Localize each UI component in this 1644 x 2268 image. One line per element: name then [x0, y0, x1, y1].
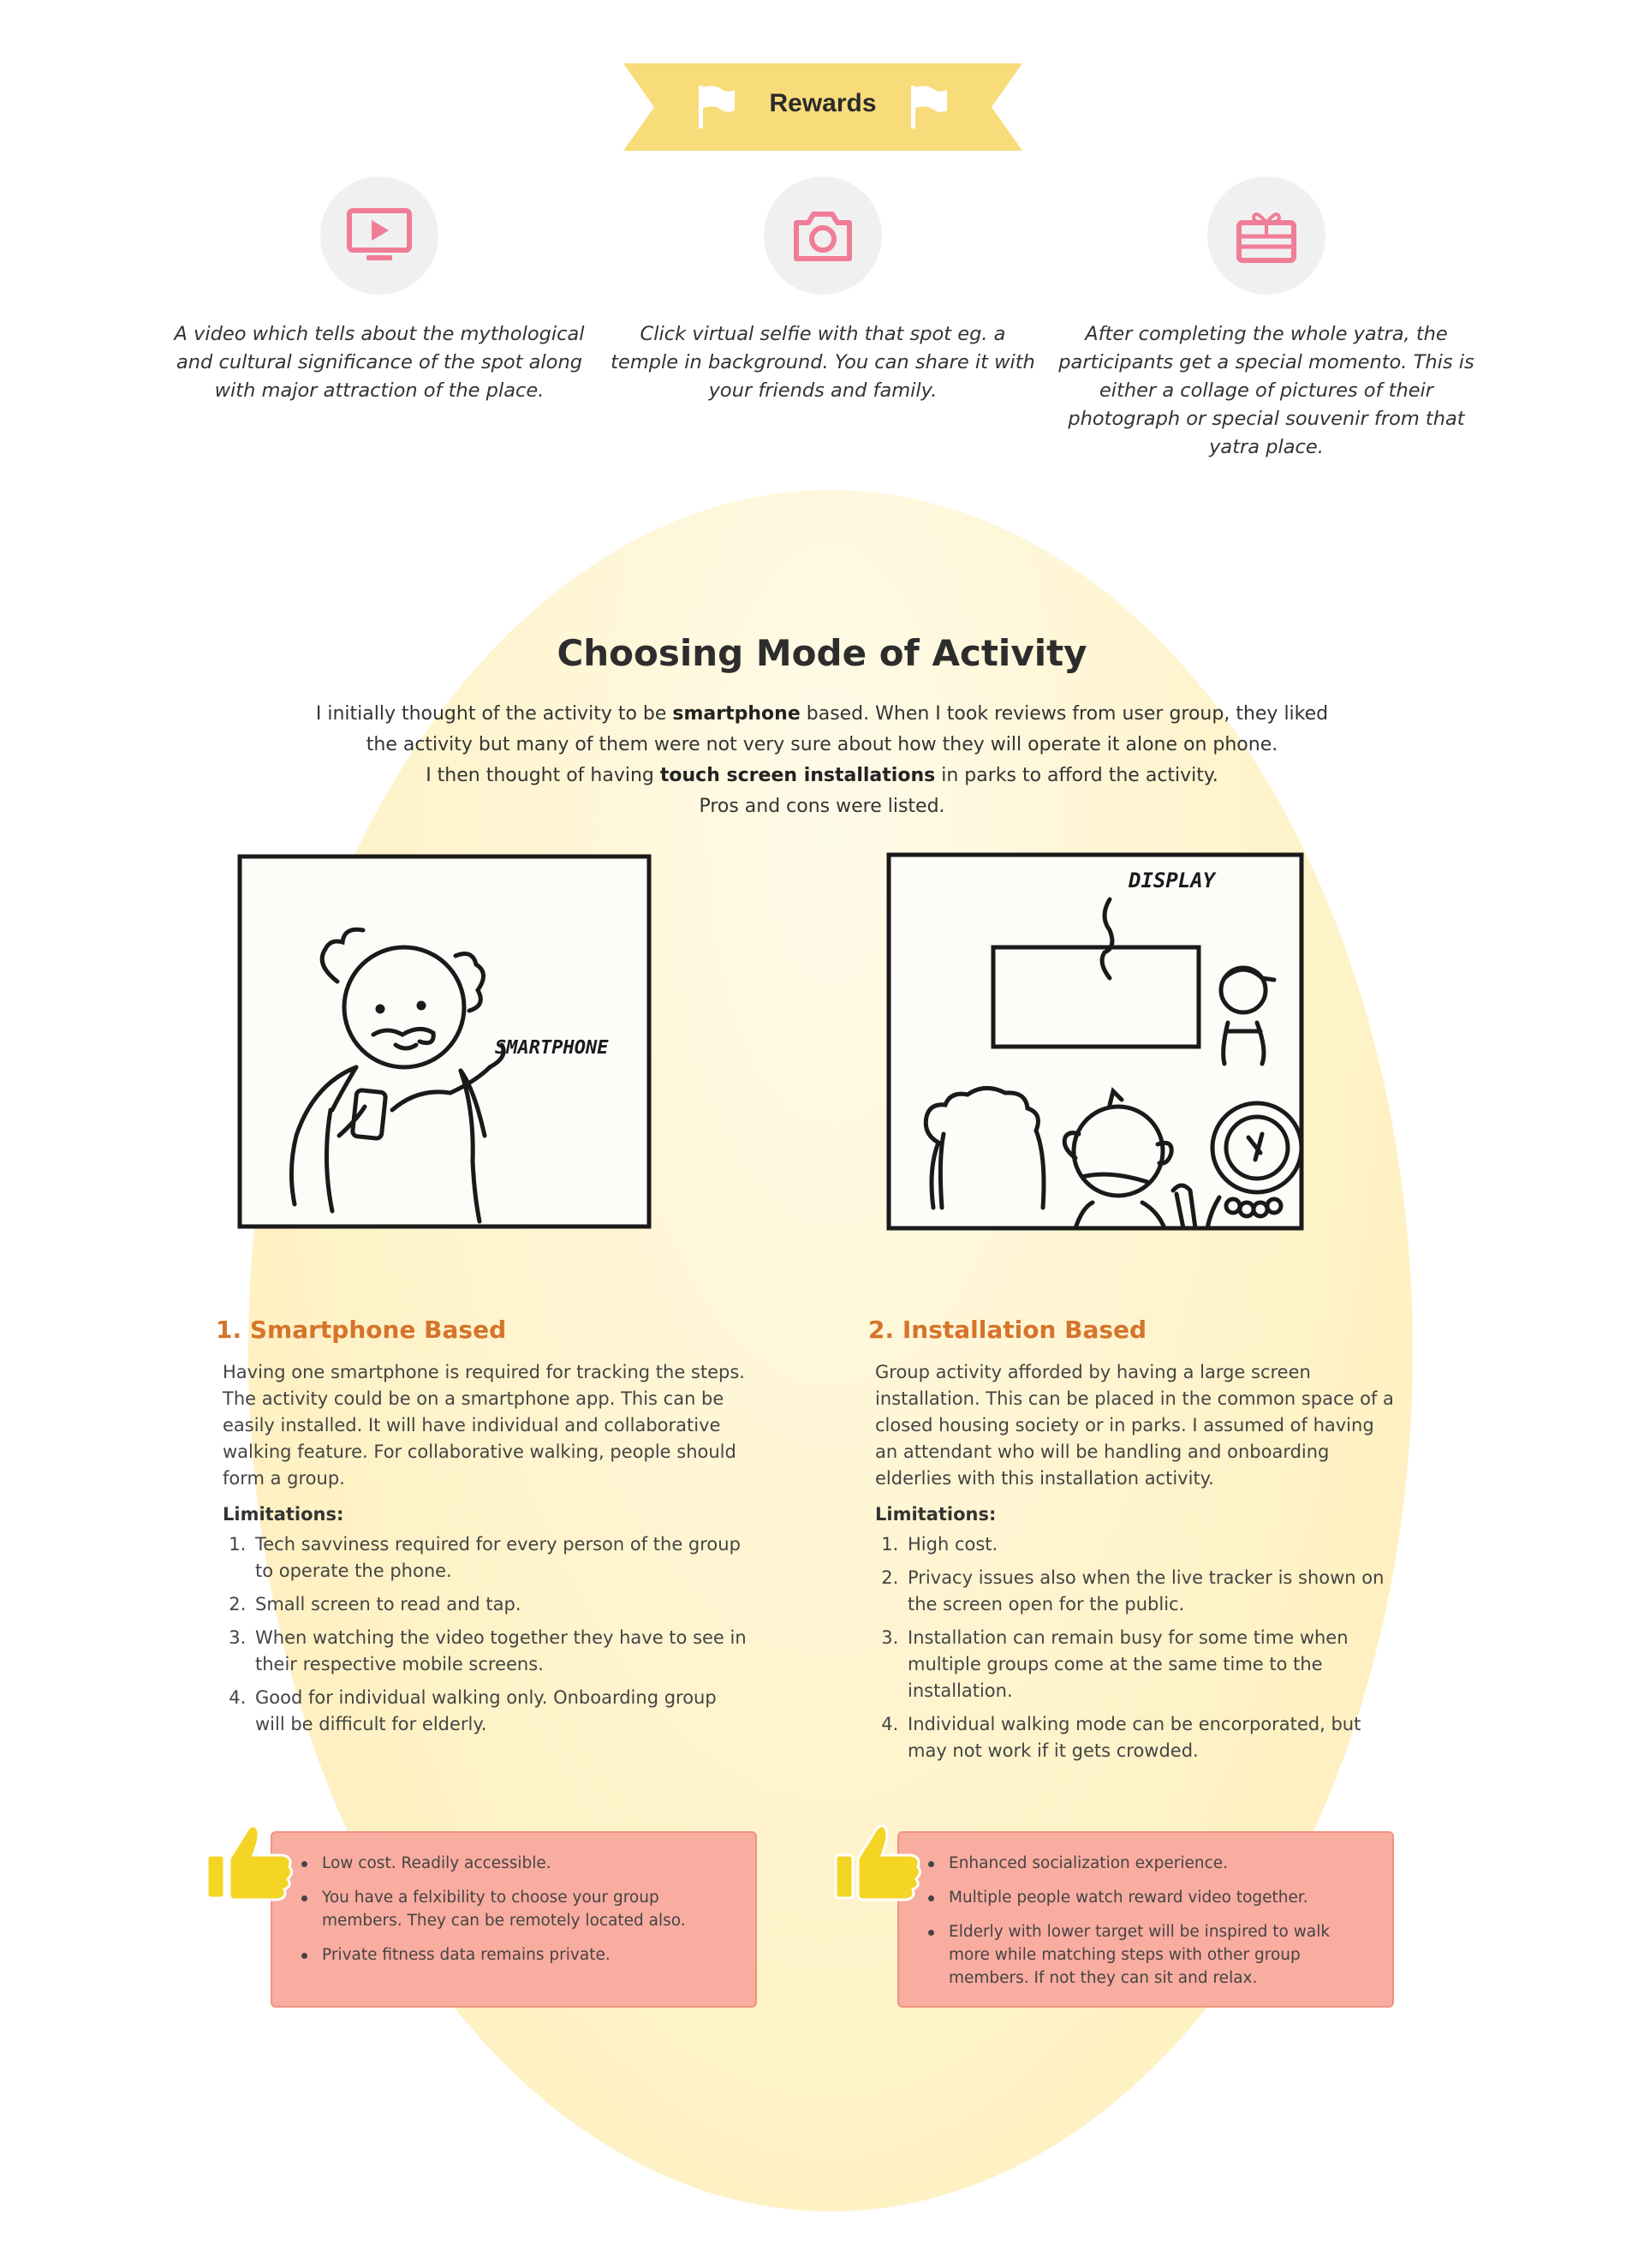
list-item: 2. Small screen to read and tap.	[252, 1591, 747, 1618]
column-smartphone	[216, 1316, 747, 1745]
list-item: Multiple people watch reward video together.	[926, 1886, 1372, 1909]
list-item: Private fitness data remains private.	[300, 1943, 735, 1967]
list-item: Elderly with lower target will be inspired to walk more while matching steps with other group members. If not they can sit and relax.	[926, 1920, 1372, 1990]
section-intro	[308, 699, 1336, 822]
list-item: 1. High cost.	[904, 1531, 1399, 1558]
display-label: DISPLAY	[1129, 868, 1216, 892]
list-item: Low cost. Readily accessible.	[300, 1852, 735, 1875]
column-body: Having one smartphone is required for tracking the steps. The activity could be on a smartphone app. This can be easily installed. It will have individual and collaborative walking feature. For collaborative walking, people should form a group.	[223, 1362, 745, 1489]
smartphone-sketch	[236, 853, 652, 1233]
list-item: 1. Tech savviness required for every person of the group to operate the phone.	[252, 1531, 747, 1585]
camera-icon	[764, 176, 882, 295]
reward-item-video	[161, 176, 598, 405]
intro-line: I initially thought of the activity to be smartphone based. When I took reviews from user group, they liked the activity but many of them were not very sure about how they will operate it alone on phone.	[315, 703, 1329, 755]
column-heading: 2. Installation Based	[868, 1316, 1147, 1344]
column-body: Group activity afforded by having a large screen installation. This can be placed in the common space of a closed housing society or in parks. I assumed of having an attendant who will be handling and onboarding elderlies with this installation activity.	[875, 1362, 1394, 1489]
banner-title: Rewards	[769, 89, 877, 117]
list-item: 2. Privacy issues also when the live tracker is shown on the screen open for the public.	[904, 1565, 1399, 1618]
list-item: Enhanced socialization experience.	[926, 1852, 1372, 1875]
reward-description: A video which tells about the mythological and cultural significance of the spot along with major attraction of the place.	[174, 323, 585, 402]
video-play-icon	[320, 176, 438, 295]
thumbs-up-icon	[202, 1821, 298, 1907]
reward-description: After completing the whole yatra, the participants get a special momento. This is either a collage of pictures of their photograph or special souvenir from that yatra place.	[1058, 323, 1474, 458]
pros-box-installation	[897, 1831, 1394, 2008]
list-item: 3. Installation can remain busy for some time when multiple groups come at the same time to the installation.	[904, 1625, 1399, 1704]
limitations-list	[216, 1531, 747, 1738]
limitations-list	[868, 1531, 1399, 1764]
pros-box-smartphone	[271, 1831, 757, 2008]
reward-item-selfie	[605, 176, 1041, 405]
list-item: 4. Individual walking mode can be encorporated, but may not work if it gets crowded.	[904, 1711, 1399, 1764]
reward-item-momento	[1048, 176, 1485, 462]
list-item: You have a felxibility to choose your group members. They can be remotely located also.	[300, 1886, 735, 1932]
thumbs-up-icon	[831, 1821, 926, 1907]
intro-line: I then thought of having touch screen installations in parks to afford the activity.	[426, 765, 1218, 786]
intro-line: Pros and cons were listed.	[699, 796, 945, 817]
limitations-label: Limitations:	[875, 1504, 997, 1525]
list-item: 4. Good for individual walking only. Onboarding group will be difficult for elderly.	[252, 1685, 747, 1738]
gift-icon	[1207, 176, 1325, 295]
installation-sketch	[885, 851, 1305, 1237]
limitations-label: Limitations:	[223, 1504, 344, 1525]
rewards-banner	[623, 63, 1022, 151]
reward-description: Click virtual selfie with that spot eg. a temple in background. You can share it with your friends and family.	[611, 323, 1035, 402]
smartphone-label: SMARTPHONE	[495, 1037, 609, 1059]
column-heading: 1. Smartphone Based	[216, 1316, 507, 1344]
section-title: Choosing Mode of Activity	[557, 632, 1087, 674]
list-item: 3. When watching the video together they have to see in their respective mobile screens.	[252, 1625, 747, 1678]
column-installation	[868, 1316, 1399, 1771]
